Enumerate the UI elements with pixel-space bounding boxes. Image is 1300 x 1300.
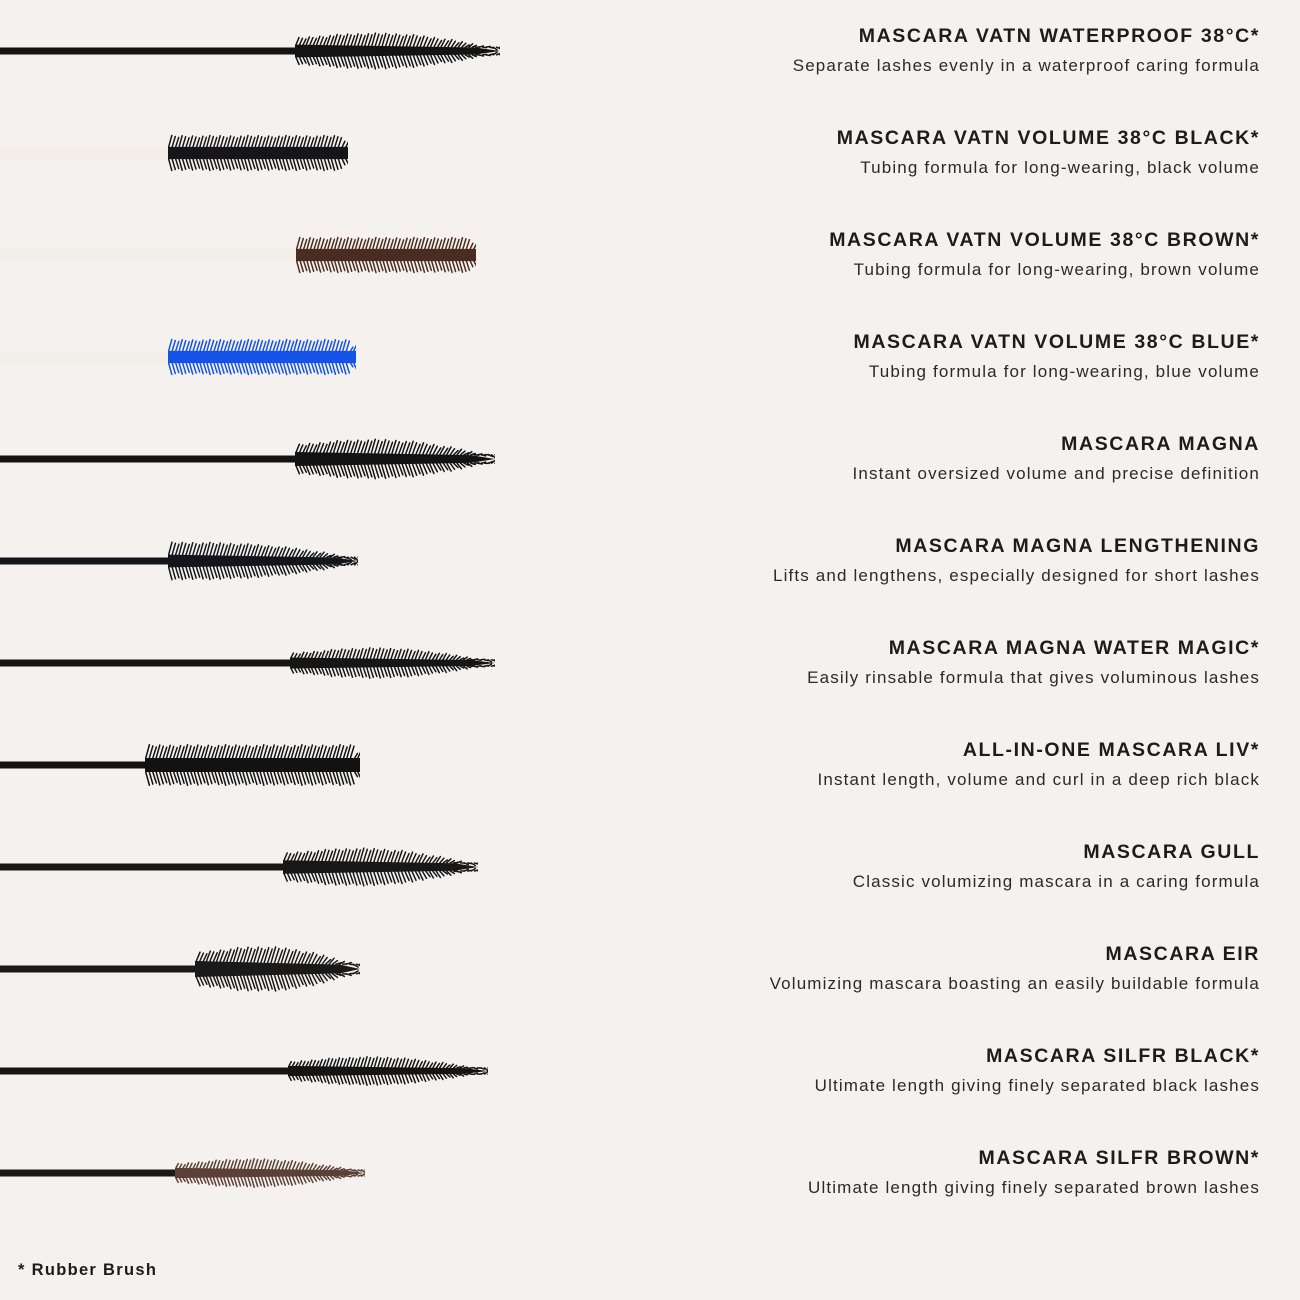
brush-bristles-icon [295, 31, 500, 71]
product-text [520, 23, 1300, 79]
brush-bristles-icon [283, 846, 478, 888]
mascara-wand-image [0, 612, 520, 714]
mascara-wand-image [0, 102, 520, 204]
product-text [520, 125, 1300, 181]
product-name: ALL-IN-ONE MASCARA LIV* [962, 739, 1260, 762]
wand-handle [0, 660, 295, 667]
product-name: MASCARA SILFR BROWN* [978, 1147, 1260, 1170]
product-description: Lifts and lengthens, especially designed for short lashes [772, 566, 1260, 586]
product-name: MASCARA MAGNA LENGTHENING [895, 535, 1260, 558]
product-name: MASCARA MAGNA [1061, 433, 1260, 456]
product-description: Instant length, volume and curl in a deep rich black [817, 770, 1260, 790]
product-description: Ultimate length giving finely separated black lashes [814, 1076, 1260, 1096]
mascara-wand-image [0, 1122, 520, 1224]
product-row [0, 102, 1300, 204]
product-text [520, 431, 1300, 487]
brush-bristles-icon [288, 1055, 488, 1087]
brush-bristles-icon [295, 437, 495, 481]
product-text [520, 839, 1300, 895]
brush-bristles-icon [168, 134, 348, 172]
product-description: Tubing formula for long-wearing, brown volume [853, 260, 1260, 280]
product-name: MASCARA VATN VOLUME 38°C BROWN* [829, 229, 1260, 252]
product-description: Volumizing mascara boasting an easily buildable formula [769, 974, 1260, 994]
wand-brush [145, 743, 360, 787]
brush-bristles-icon [168, 541, 358, 581]
brush-bristles-icon [168, 338, 356, 376]
wand-brush [168, 541, 358, 581]
brush-bristles-icon [175, 1157, 365, 1189]
wand-handle [0, 864, 288, 871]
product-text [520, 1145, 1300, 1201]
product-description: Ultimate length giving finely separated brown lashes [808, 1178, 1260, 1198]
wand-handle [0, 966, 200, 973]
product-text [520, 737, 1300, 793]
wand-handle [0, 762, 150, 769]
mascara-wand-image [0, 306, 520, 408]
product-row [0, 0, 1300, 102]
product-row [0, 306, 1300, 408]
wand-brush [288, 1055, 488, 1087]
product-name: MASCARA MAGNA WATER MAGIC* [888, 637, 1260, 660]
product-name: MASCARA SILFR BLACK* [986, 1045, 1260, 1068]
product-description: Instant oversized volume and precise definition [852, 464, 1260, 484]
product-row [0, 204, 1300, 306]
product-text [520, 533, 1300, 589]
wand-handle [0, 351, 172, 364]
product-text [520, 635, 1300, 691]
brush-bristles-icon [195, 944, 360, 994]
wand-brush [290, 646, 495, 680]
wand-brush [283, 846, 478, 888]
product-row [0, 510, 1300, 612]
product-name: MASCARA VATN WATERPROOF 38°C* [858, 25, 1260, 48]
product-text [520, 227, 1300, 283]
product-description: Tubing formula for long-wearing, black volume [860, 158, 1260, 178]
mascara-wand-image [0, 714, 520, 816]
mascara-wand-image [0, 0, 520, 102]
brush-bristles-icon [296, 236, 476, 274]
wand-handle [0, 1068, 292, 1075]
wand-brush [295, 31, 500, 71]
product-name: MASCARA EIR [1105, 943, 1260, 966]
wand-brush [295, 437, 495, 481]
product-name: MASCARA VATN VOLUME 38°C BLUE* [853, 331, 1260, 354]
product-description: Classic volumizing mascara in a caring formula [852, 872, 1260, 892]
product-name: MASCARA GULL [1083, 841, 1260, 864]
product-row [0, 918, 1300, 1020]
product-text [520, 1043, 1300, 1099]
brush-bristles-icon [290, 646, 495, 680]
product-row [0, 1020, 1300, 1122]
wand-brush [168, 338, 356, 376]
wand-handle [0, 1170, 180, 1177]
mascara-wand-image [0, 204, 520, 306]
wand-handle [0, 249, 300, 262]
mascara-wand-image [0, 918, 520, 1020]
product-row [0, 816, 1300, 918]
product-row [0, 612, 1300, 714]
product-row [0, 714, 1300, 816]
product-description: Tubing formula for long-wearing, blue volume [868, 362, 1260, 382]
product-name: MASCARA VATN VOLUME 38°C BLACK* [836, 127, 1260, 150]
product-description: Separate lashes evenly in a waterproof caring formula [792, 56, 1260, 76]
wand-brush [296, 236, 476, 274]
product-description: Easily rinsable formula that gives voluminous lashes [807, 668, 1260, 688]
product-text [520, 941, 1300, 997]
wand-handle [0, 48, 300, 55]
wand-handle [0, 456, 300, 463]
mascara-wand-image [0, 816, 520, 918]
brush-bristles-icon [145, 743, 360, 787]
product-text [520, 329, 1300, 385]
wand-brush [195, 944, 360, 994]
footnote-rubber-brush: * Rubber Brush [18, 1261, 158, 1279]
product-row [0, 1122, 1300, 1224]
product-row [0, 408, 1300, 510]
mascara-wand-image [0, 1020, 520, 1122]
mascara-wand-image [0, 510, 520, 612]
wand-handle [0, 558, 172, 565]
wand-brush [175, 1157, 365, 1189]
wand-handle [0, 147, 175, 160]
wand-brush [168, 134, 348, 172]
mascara-wand-image [0, 408, 520, 510]
